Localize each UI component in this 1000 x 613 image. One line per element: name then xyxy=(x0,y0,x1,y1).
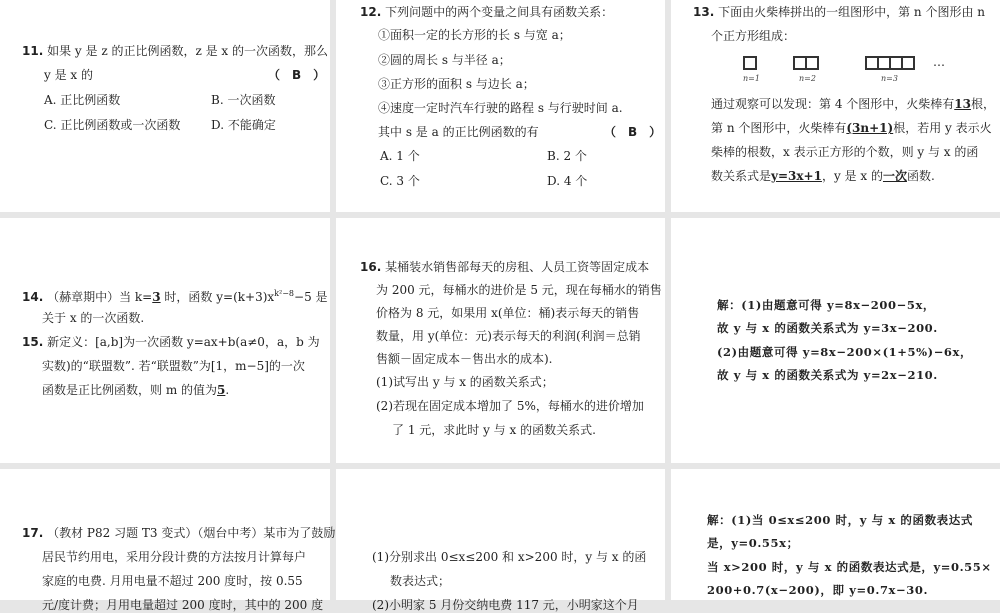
q13-p2-text: 第 n 个图形中，火柴棒有 xyxy=(711,121,847,135)
solution-17-panel xyxy=(671,469,1000,600)
figure-3-label: n=3 xyxy=(881,74,898,83)
q13-p1-end: 根， xyxy=(970,97,995,111)
q12-item-4: ④速度一定时汽车行驶的路程 s 与行驶时间 a. xyxy=(378,101,623,115)
q12-option-c: C. 3 个 xyxy=(380,174,420,188)
sol16-line-4: 故 y 与 x 的函数关系式为 y=2x−210. xyxy=(717,368,938,382)
q13-answer-4th: 13 xyxy=(954,97,971,111)
q13-para-3: 柴棒的根数，x 表示正方形的个数，则 y 与 x 的函 xyxy=(711,145,979,159)
figure-1-label: n=1 xyxy=(743,74,760,83)
q13-number: 13. xyxy=(693,5,715,19)
sol16-line-1: 解：(1)由题意可得 y=8x−200−5x， xyxy=(717,298,935,312)
question-11-panel xyxy=(0,0,330,212)
sol17-line-1: 解：(1)当 0≤x≤200 时，y 与 x 的函数表达式 xyxy=(707,513,973,527)
q13-answer-formula: y=3x+1 xyxy=(771,169,822,183)
q14-exponent: k²−8 xyxy=(274,289,295,298)
q17-line-2: 居民节约用电，采用分段计费的方法按月计算每户 xyxy=(42,550,307,564)
q14-line1 xyxy=(22,286,328,305)
q16-line-4: 数量，用 y(单位：元)表示每天的利润(利润＝总销 xyxy=(376,329,641,343)
q16-line-5: 售额－固定成本－售出水的成本). xyxy=(376,352,553,366)
q11-text-1: 如果 y 是 z 的正比例函数，z 是 x 的一次函数，那么 xyxy=(47,44,328,58)
q17b-line-3: (2)小明家 5 月份交纳电费 117 元，小明家这个月 xyxy=(372,598,639,612)
q16-line-2: 为 200 元，每桶水的进价是 5 元，现在每桶水的销售 xyxy=(376,283,662,297)
q11-answer: （ B ） xyxy=(268,68,326,82)
q11-option-c: C. 正比例函数或一次函数 xyxy=(44,118,181,132)
q12-item-1: ①面积一定的长方形的长 s 与宽 a； xyxy=(378,28,571,42)
question-13-panel xyxy=(671,0,1000,212)
q13-answer-type: 一次 xyxy=(882,169,907,183)
question-17-parts-panel xyxy=(336,469,665,612)
q11-option-a: A. 正比例函数 xyxy=(44,93,121,107)
q12-text-1: 下列问题中的两个变量之间具有函数关系： xyxy=(385,5,614,19)
figure-ellipsis: … xyxy=(933,55,945,69)
q11-number: 11. xyxy=(22,44,44,58)
q16-line-8: 了 1 元，求此时 y 与 x 的函数关系式. xyxy=(392,423,596,437)
q13-p4-text: 数关系式是 xyxy=(711,169,772,183)
q12-item-3: ③正方形的面积 s 与边长 a； xyxy=(378,77,535,91)
sol17-line-3: 当 x>200 时，y 与 x 的函数表达式是，y=0.55× xyxy=(707,560,992,574)
sol16-line-2: 故 y 与 x 的函数关系式为 y=3x−200. xyxy=(717,321,938,335)
q13-text-1: 下面由火柴棒拼出的一组图形中，第 n 个图形由 n xyxy=(718,5,985,19)
q13-para-1 xyxy=(711,96,995,112)
q12-question: 其中 s 是 a 的正比例函数的有 xyxy=(378,125,539,139)
q17b-line-1: (1)分别求出 0≤x≤200 和 x>200 时，y 与 x 的函 xyxy=(372,550,647,564)
q12-line1 xyxy=(360,4,613,20)
q17b-line-2: 数表达式； xyxy=(390,574,451,588)
question-17-panel xyxy=(0,469,336,612)
q14-text-1: （赫章期中）当 k= xyxy=(47,290,153,304)
q17-line-1 xyxy=(22,525,335,541)
q13-p4-end: 函数. xyxy=(906,169,935,183)
q16-line-1 xyxy=(360,259,649,275)
q16-line-3: 价格为 8 元，如果用 x(单位：桶)表示每天的销售 xyxy=(376,306,640,320)
q11-option-b: B. 一次函数 xyxy=(211,93,276,107)
q15-text-3-end: . xyxy=(225,383,230,397)
q17-text-1: （教材 P82 习题 T3 变式）（烟台中考）某市为了鼓励 xyxy=(47,526,336,540)
q15-number: 15. xyxy=(22,335,44,349)
q13-p1-text: 通过观察可以发现：第 4 个图形中，火柴棒有 xyxy=(711,97,955,111)
q12-answer: （ B ） xyxy=(604,125,662,139)
q15-line2: 实数)的“联盟数”. 若“联盟数”为[1，m−5]的一次 xyxy=(42,359,305,373)
q17-number: 17. xyxy=(22,526,44,540)
q14-line2: 关于 x 的一次函数. xyxy=(42,311,145,325)
q15-line3 xyxy=(42,382,229,398)
q13-line2: 个正方形组成： xyxy=(711,29,796,43)
solution-16-panel xyxy=(671,218,1000,463)
sol17-line-2: 是，y=0.55x； xyxy=(707,536,799,550)
sol17-line-4: 200+0.7(x−200)，即 y=0.7x−30. xyxy=(707,583,929,597)
q15-answer: 5 xyxy=(217,383,226,397)
question-12-panel xyxy=(336,0,665,212)
q13-p2-end: 根，若用 y 表示火 xyxy=(893,121,992,135)
q11-option-d: D. 不能确定 xyxy=(211,118,276,132)
q13-answer-nth: (3n+1) xyxy=(846,121,894,135)
q11-text-2: y 是 x 的 xyxy=(44,68,93,82)
q14-answer: 3 xyxy=(152,290,161,304)
q15-line1 xyxy=(22,334,320,350)
q12-option-b: B. 2 个 xyxy=(547,149,587,163)
q17-line-4: 元/度计费；月用电量超过 200 度时，其中的 200 度 xyxy=(42,598,324,612)
q12-option-a: A. 1 个 xyxy=(380,149,420,163)
q11-line2 xyxy=(44,67,93,83)
q13-para-4 xyxy=(711,168,935,184)
question-14-15-panel xyxy=(0,218,330,463)
q13-line1 xyxy=(693,4,985,20)
q15-text-3: 函数是正比例函数，则 m 的值为 xyxy=(42,383,218,397)
q16-line-7: (2)若现在固定成本增加了 5%，每桶水的进价增加 xyxy=(376,399,644,413)
q12-item-2: ②圆的周长 s 与半径 a； xyxy=(378,53,511,67)
q14-text-1c: −5 是 xyxy=(294,290,328,304)
q16-number: 16. xyxy=(360,260,382,274)
q16-line-6: (1)试写出 y 与 x 的函数关系式； xyxy=(376,375,554,389)
q13-para-2 xyxy=(711,120,992,136)
q17-line-3: 家庭的电费. 月用电量不超过 200 度时，按 0.55 xyxy=(42,574,303,588)
q14-number: 14. xyxy=(22,290,44,304)
q13-p4-mid: ，y 是 x 的 xyxy=(821,169,883,183)
q11-line1 xyxy=(22,43,328,59)
figure-2-label: n=2 xyxy=(799,74,816,83)
q15-text-1: 新定义：[a,b]为一次函数 y=ax+b(a≠0，a，b 为 xyxy=(47,335,320,349)
q12-number: 12. xyxy=(360,5,382,19)
q16-text-1: 某桶装水销售部每天的房租、人员工资等固定成本 xyxy=(385,260,650,274)
q14-text-1b: 时，函数 y=(k+3)x xyxy=(160,290,275,304)
q12-option-d: D. 4 个 xyxy=(547,174,588,188)
sol16-line-3: (2)由题意可得 y=8x−200×(1+5%)−6x， xyxy=(717,345,973,359)
question-16-panel xyxy=(336,218,665,463)
